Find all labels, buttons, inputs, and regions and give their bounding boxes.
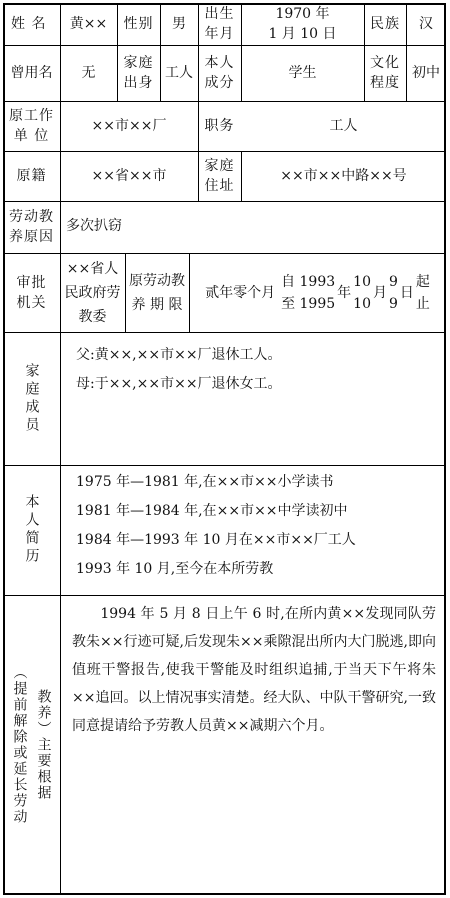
row-divider: [3, 332, 446, 333]
family-label: 家庭成员: [23, 362, 40, 435]
birth-label: 出生 年月: [204, 6, 235, 42]
ethnicity-value: 汉: [419, 16, 433, 32]
row-divider: [3, 201, 446, 202]
personal-status-label: 本人 成分: [204, 55, 235, 91]
family-member: 父:黄××,××市××厂退休工人。: [76, 347, 282, 363]
resume-entry: 1984 年—1993 年 10 月在××市××厂工人: [76, 532, 356, 548]
approval-value: ××省人 民政府劳 教委: [64, 260, 121, 325]
former-name-label: 曾用名: [10, 65, 53, 81]
row-divider: [3, 595, 446, 596]
name-label: 姓 名: [11, 16, 47, 32]
term-month-char: 月: [373, 284, 387, 301]
resume-entry: 1981 年—1984 年,在××市××中学读初中: [76, 503, 348, 519]
family-origin-label: 家庭 出身: [123, 55, 154, 91]
reason-value: 多次扒窃: [66, 218, 122, 234]
basis-label: [3, 595, 60, 895]
name-value: 黄××: [69, 16, 108, 32]
resume-entry: 1975 年—1981 年,在××市××小学读书: [76, 474, 334, 490]
family-origin-value: 工人: [165, 65, 193, 81]
former-name-value: 无: [81, 65, 96, 81]
education-label: 文化 程度: [370, 55, 400, 91]
ethnicity-label: 民族: [370, 16, 400, 32]
gender-label: 性别: [123, 16, 154, 32]
reason-label: 劳动教 养原因: [9, 209, 54, 245]
personal-status-value: 学生: [288, 65, 317, 81]
resume-label: 本人简历: [23, 494, 40, 566]
resume-entry: 1993 年 10 月,至今在本所劳教: [76, 561, 274, 577]
native-place-value: ××省××市: [91, 168, 167, 184]
gender-value: 男: [172, 16, 186, 32]
address-label: 家庭 住址: [204, 158, 235, 194]
family-member: 母:于××,××市××厂退休女工。: [76, 376, 282, 392]
term-from-day: 9: [389, 273, 398, 290]
work-unit-value: ××市××厂: [91, 118, 167, 134]
term-to-year: 至 1995: [281, 295, 336, 312]
basis-text: 1994 年 5 月 8 日上午 6 时,在所内黄××发现同队劳教朱××行迹可疑,后发现朱××乘隙混出所内大门脱逃,即向值班干警报告,使我干警能及时组织追捕,于当天下午将朱××追回。以上情况事实清楚。经大队、中队干警研究,一致同意提请给予劳教人员黄××减期六个月。: [72, 606, 436, 734]
term-from-year: 自 1993: [281, 273, 336, 290]
education-value: 初中: [412, 65, 440, 81]
term-to-day: 9: [389, 295, 398, 312]
term-to-month: 10: [353, 295, 371, 312]
row-divider: [3, 465, 446, 466]
basis-label-paren: （提前解除或延长劳动: [11, 665, 28, 825]
position-value: 工人: [329, 118, 358, 134]
term-label: 原劳动教 养 期 限: [129, 272, 185, 313]
birth-value: 1970 年 1 月 10 日: [268, 6, 337, 42]
native-place-label: 原籍: [16, 168, 47, 184]
family-value: [76, 341, 282, 399]
term-from-month: 10: [353, 273, 371, 290]
term-day-char: 日: [399, 284, 414, 301]
term-year-char: 年: [337, 284, 352, 301]
term-start: 起: [415, 273, 430, 290]
approval-label: 审批 机关: [16, 274, 47, 311]
basis-label-main: 教养）主要根据: [35, 689, 52, 801]
term-value: [189, 253, 446, 332]
resume-value: [76, 468, 356, 584]
position-label: 职务: [204, 118, 235, 134]
address-value: ××市××中路××号: [280, 168, 407, 184]
term-length: 贰年零个月: [205, 284, 276, 301]
work-unit-label: 原工作 单 位: [9, 108, 54, 144]
term-end: 止: [415, 295, 430, 312]
